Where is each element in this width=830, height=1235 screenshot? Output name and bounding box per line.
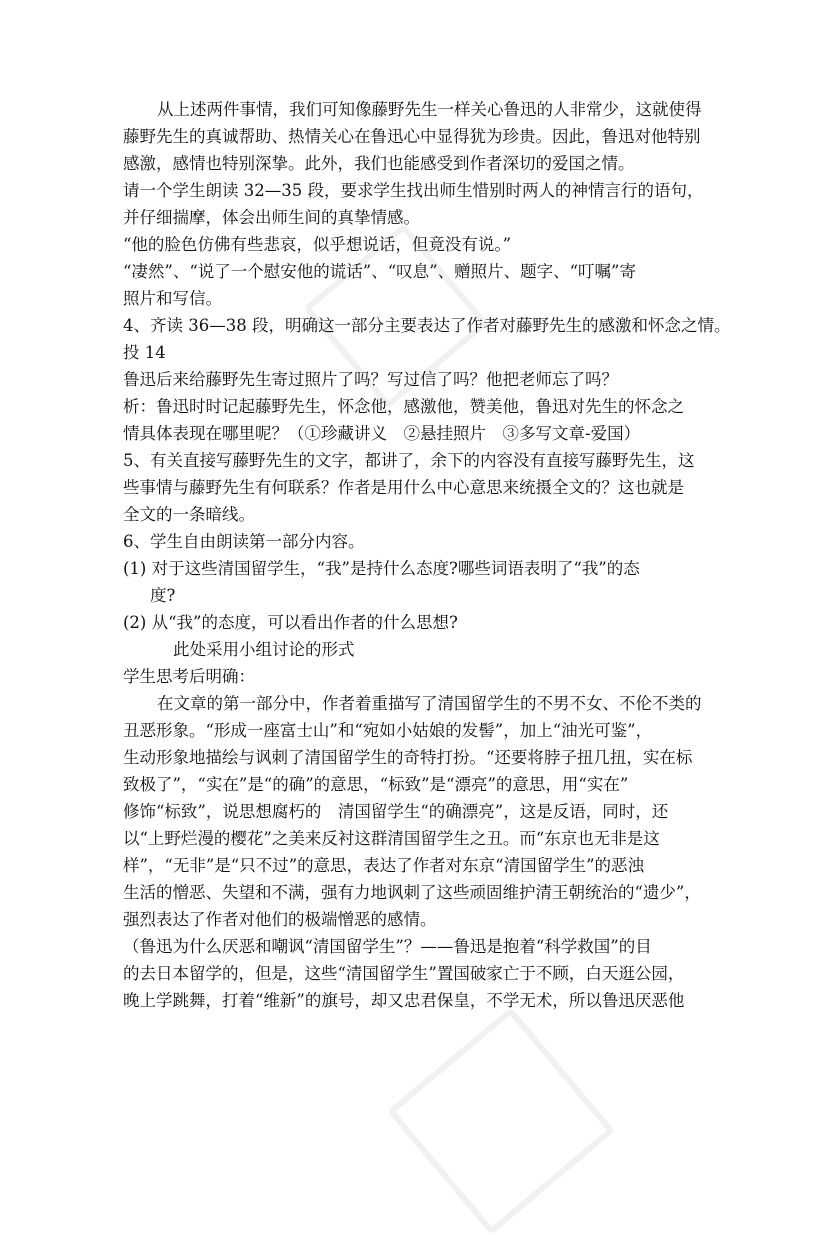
paragraph-line: 的去日本留学的，但是，这些“清国留学生”置国破家亡于不顾，白天逛公园，	[123, 964, 685, 983]
paragraph-line: 从上述两件事情，我们可知像藤野先生一样关心鲁迅的人非常少，这就使得	[157, 100, 702, 119]
paragraph-line: 生活的憎恶、失望和不满，强有力地讽刺了这些顽固维护清王朝统治的“遗少”，	[123, 883, 701, 902]
paragraph-line: 学生思考后明确：	[123, 667, 255, 686]
paragraph-line: 并仔细揣摩，体会出师生间的真挚情感。	[123, 208, 420, 227]
paragraph-line: “凄然”、“说了一个慰安他的谎话”、“叹息”、赠照片、题字、“叮嘱”寄	[123, 262, 636, 281]
paragraph-line: 致极了”，“实在”是“的确”的意思，“标致”是“漂亮”的意思，用“实在”	[123, 775, 629, 794]
paragraph-line: 析：鲁迅时时记起藤野先生，怀念他，感激他，赞美他，鲁迅对先生的怀念之	[123, 397, 684, 416]
paragraph-line: 以“上野烂漫的樱花”之美来反衬这群清国留学生之丑。而“东京也无非是这	[123, 829, 660, 848]
paragraph-line: 生动形象地描绘与讽刺了清国留学生的奇特打扮。“还要将脖子扭几扭，实在标	[123, 748, 693, 767]
paragraph-line: 强烈表达了作者对他们的极端憎恶的感情。	[123, 910, 437, 929]
numbered-item: 6、学生自由朗读第一部分内容。	[123, 532, 365, 551]
paragraph-line: 修饰“标致”，说思想腐朽的 清国留学生“的确漂亮”，这是反语，同时，还	[123, 802, 669, 821]
paragraph-line: 投 14	[123, 343, 166, 362]
paragraph-line: 感激，感情也特别深挚。此外，我们也能感受到作者深切的爱国之情。	[123, 154, 635, 173]
paragraph-line: 丑恶形象。“形成一座富士山”和“宛如小姑娘的发髻”，加上“油光可鉴”，	[123, 721, 653, 740]
paragraph-line: 样”，“无非”是“只不过”的意思，表达了作者对东京“清国留学生”的恶浊	[123, 856, 645, 875]
paragraph-line: （鲁迅为什么厌恶和嘲讽“清国留学生”？——鲁迅是抱着“科学救国”的目	[123, 937, 652, 956]
paragraph-line: 请一个学生朗读 32—35 段，要求学生找出师生惜别时两人的神情言行的语句，	[123, 181, 704, 200]
numbered-item: 5、有关直接写藤野先生的文字，都讲了，余下的内容没有直接写藤野先生，这	[123, 451, 695, 470]
sub-item: (2) 从“我”的态度，可以看出作者的什么思想?	[123, 613, 458, 632]
paragraph-line: 全文的一条暗线。	[123, 505, 255, 524]
paragraph-line: 在文章的第一部分中，作者着重描写了清国留学生的不男不女、不伦不类的	[157, 694, 702, 713]
numbered-item: 4、齐读 36—38 段，明确这一部分主要表达了作者对藤野先生的感激和怀念之情。	[123, 316, 731, 335]
sub-item-continuation: 度?	[150, 586, 176, 605]
watermark-logo	[387, 1007, 615, 1235]
paragraph-line: 鲁迅后来给藤野先生寄过照片了吗？写过信了吗？他把老师忘了吗？	[123, 370, 618, 389]
paragraph-line: 晚上学跳舞，打着“维新”的旗号，却又忠君保皇，不学无术，所以鲁迅厌恶他	[123, 991, 685, 1010]
paragraph-line: 藤野先生的真诚帮助、热情关心在鲁迅心中显得犹为珍贵。因此，鲁迅对他特别	[123, 127, 701, 146]
paragraph-line: 情具体表现在哪里呢？（①珍藏讲义 ②悬挂照片 ③多写文章-爱国）	[123, 424, 641, 443]
quote-line: “他的脸色仿佛有些悲哀，似乎想说话，但竟没有说。”	[123, 235, 512, 254]
sub-item: (1) 对于这些清国留学生，“我”是持什么态度?哪些词语表明了“我”的态	[123, 559, 640, 578]
note-line: 此处采用小组讨论的形式	[173, 640, 355, 659]
paragraph-line: 照片和写信。	[123, 289, 222, 308]
body-text	[123, 96, 731, 1014]
paragraph-line: 些事情与藤野先生有何联系？作者是用什么中心意思来统摄全文的？这也就是	[123, 478, 684, 497]
